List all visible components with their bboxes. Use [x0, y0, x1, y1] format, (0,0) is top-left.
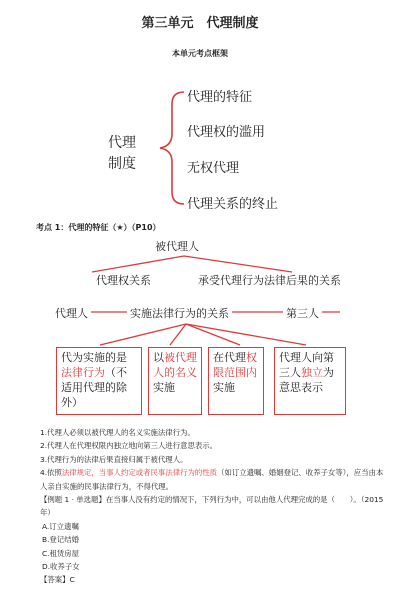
node-principal: 被代理人 [155, 240, 199, 253]
notes-section [40, 426, 390, 587]
box-text: 在代理 [213, 351, 246, 364]
kaodian-heading: 考点 1：代理的特征（★）（P10） [36, 223, 161, 232]
note-2: 2.代理人在代理权限内独立地向第三人进行意思表示。 [40, 441, 218, 451]
note-1: 1.代理人必须以被代理人的名义实施法律行为。 [40, 428, 195, 437]
feature-box-authority-scope [208, 347, 264, 415]
framework-branch-characteristics: 代理的特征 [187, 90, 253, 105]
node-agent: 代理人 [52, 305, 91, 321]
box-text: 实施 [153, 381, 175, 394]
rel-legal-act: 实施法律行为的关系 [127, 305, 232, 321]
example-question: 【例题 1 · 单选题】在当事人没有约定的情况下，下列行为中，可以由他人代理完成的是（ ）。（2015 年） [40, 495, 384, 518]
box-text: 代为实施的是 [61, 351, 127, 364]
feature-box-independent [274, 347, 346, 415]
framework-branch-termination: 代理关系的终止 [187, 197, 279, 212]
box-text: 为意思表示 [279, 366, 334, 394]
answer-line: 【答案】C [40, 575, 75, 585]
framework-root-line: 制度 [108, 156, 136, 172]
option-d: D.收养子女 [42, 562, 80, 572]
feature-box-legal-act [56, 347, 142, 415]
note-3: 3.代理行为的法律后果直接归属于被代理人。 [40, 454, 188, 464]
page-title: 第三单元 代理制度 [141, 16, 259, 31]
highlight-text: 被代理人的名义 [153, 351, 197, 379]
box-text: 以 [153, 351, 164, 364]
section-subtitle: 本单元考点框架 [172, 49, 228, 58]
box-text: 代理人向第三人 [279, 351, 334, 379]
box-text: （不适用代理的除外） [61, 366, 127, 409]
highlight-text: 独立 [301, 366, 323, 379]
option-a: A.订立遗嘱 [42, 521, 79, 531]
framework-branch-abuse: 代理权的滥用 [187, 125, 266, 140]
framework-root-line: 代理 [108, 135, 136, 151]
highlight-text: 权限范围内 [213, 351, 257, 379]
option-c: C.租赁房屋 [42, 548, 80, 558]
highlight-text: 法律行为 [61, 366, 105, 379]
note-4: 4.依照法律规定，当事人约定或者民事法律行为的性质（如订立遗嘱、婚姻登记、收养子女等），应当由本人亲自实施的民事法律行为，不得代理。 [40, 468, 384, 491]
option-b: B.登记结婚 [42, 535, 79, 545]
feature-box-principal-name [148, 347, 202, 415]
rel-legal-consequence: 承受代理行为法律后果的关系 [198, 274, 341, 287]
node-third-party: 第三人 [283, 305, 322, 321]
framework-branch-unauthorized: 无权代理 [187, 161, 240, 176]
box-text: 实施 [213, 381, 235, 394]
rel-agency-authority: 代理权关系 [96, 274, 151, 287]
